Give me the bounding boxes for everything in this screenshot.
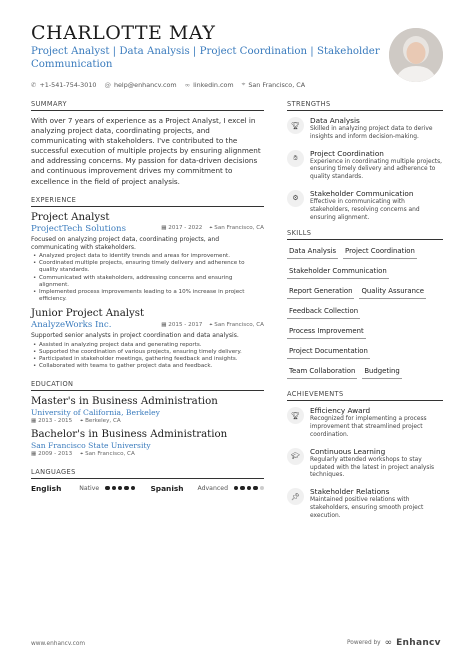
- strengths-heading: STRENGTHS: [287, 100, 443, 111]
- candidate-headline: Project Analyst | Data Analysis | Project Coordination | Stakeholder Communication: [31, 46, 380, 70]
- bullet-item: • Communicated with stakeholders, addressing concerns and ensuring alignment.: [31, 275, 264, 289]
- handshake-icon: ✋︎: [287, 150, 304, 167]
- location-icon: ⌖: [209, 225, 213, 232]
- language-name: English: [31, 483, 62, 493]
- language-level: Native: [79, 484, 100, 492]
- date-range: ▦ 2015 - 2017: [161, 321, 203, 328]
- job-description: Supported senior analysts in project coordination and data analysis.: [31, 332, 239, 340]
- enhancv-logo-icon: ∞: [384, 638, 393, 648]
- proficiency-dot: [234, 486, 238, 490]
- education-entry: [31, 396, 264, 425]
- location-icon: ⌖: [241, 80, 246, 88]
- company-name: AnalyzeWorks Inc.: [31, 320, 112, 331]
- skill-tag: Quality Assurance: [359, 285, 426, 299]
- company-name: ProjectTech Solutions: [31, 223, 126, 234]
- link-icon: ∞: [184, 80, 191, 89]
- location-icon: ⌖: [80, 417, 84, 424]
- experience-entry: [31, 308, 264, 370]
- candidate-name: CHARLOTTE MAY: [31, 22, 216, 44]
- skill-tag: Project Documentation: [287, 345, 370, 359]
- education-entry: [31, 429, 264, 458]
- proficiency-dot: [124, 486, 128, 490]
- school-name: University of California, Berkeley: [31, 407, 160, 417]
- proficiency-dot: [112, 486, 116, 490]
- at-icon: @: [104, 80, 111, 89]
- footer-website[interactable]: www.enhancv.com: [31, 641, 86, 647]
- job-description: Focused on analyzing project data, coordinating projects, and communicating with stakeholders.: [31, 235, 220, 251]
- contact-location: ⌖ San Francisco, CA: [241, 80, 306, 89]
- languages-row: [31, 484, 264, 493]
- bullet-item: • Assisted in analyzing project data and generating reports.: [31, 342, 264, 349]
- powered-by-label: Powered by: [347, 640, 381, 646]
- degree-title: Master's in Business Administration: [31, 395, 218, 407]
- bullet-item: • Supported the coordination of various projects, ensuring timely delivery.: [31, 349, 264, 356]
- contact-email[interactable]: @ help@enhancv.com: [104, 80, 177, 89]
- language-level: Advanced: [197, 484, 229, 492]
- language-proficiency-dots: [234, 486, 264, 490]
- school-location: ⌖ San Francisco, CA: [80, 450, 135, 457]
- contact-phone[interactable]: ✆ +1-541-754-3010: [31, 80, 97, 89]
- skill-tag: Feedback Collection: [287, 305, 360, 319]
- calendar-icon: ▦: [31, 417, 37, 424]
- profile-photo: [389, 28, 443, 82]
- skills-heading: SKILLS: [287, 229, 443, 240]
- date-range: ▦ 2017 - 2022: [161, 225, 203, 232]
- proficiency-dot: [240, 486, 244, 490]
- bullet-item: • Participated in stakeholder meetings, gathering feedback and insights.: [31, 356, 264, 363]
- skill-tag: Project Coordination: [343, 245, 417, 259]
- bullet-item: • Coordinated multiple projects, ensuring timely delivery and adherence to quality standards.: [31, 260, 264, 274]
- right-column: [287, 100, 443, 528]
- skill-tag: Stakeholder Communication: [287, 265, 389, 279]
- achievements-heading: ACHIEVEMENTS: [287, 390, 443, 401]
- strength-item: ✋︎ Project Coordination Experience in coordinating multiple projects, ensuring timely delivery and adherence to quality standards.: [287, 149, 443, 182]
- proficiency-dot: [118, 486, 122, 490]
- proficiency-dot: [253, 486, 257, 490]
- footer-branding[interactable]: [347, 638, 441, 648]
- phone-icon: ✆: [31, 80, 37, 89]
- graduation-icon: 🎓︎: [287, 448, 304, 465]
- skill-tag: Process Improvement: [287, 325, 366, 339]
- location-icon: ⌖: [209, 321, 213, 328]
- gear-icon: ⚙︎: [287, 190, 304, 207]
- languages-heading: LANGUAGES: [31, 468, 264, 479]
- language-name: Spanish: [150, 483, 184, 493]
- contact-row: [31, 80, 305, 89]
- location-icon: ⌖: [80, 450, 84, 457]
- achievement-item: 📌︎ Stakeholder Relations Maintained positive relations with stakeholders, ensuring smooth project execution.: [287, 487, 443, 520]
- skill-tag: Report Generation: [287, 285, 354, 299]
- school-name: San Francisco State University: [31, 440, 151, 450]
- calendar-icon: ▦: [161, 225, 167, 232]
- date-range: ▦ 2013 - 2015: [31, 417, 73, 424]
- brand-name: Enhancv: [396, 638, 441, 648]
- experience-entry: [31, 212, 264, 304]
- achievement-item: 🏆︎ Efficiency Award Recognized for implementing a process improvement that streamlined project coordination.: [287, 406, 443, 439]
- contact-linkedin[interactable]: ∞ linkedin.com: [184, 80, 234, 89]
- pin-icon: 📌︎: [287, 488, 304, 505]
- job-title: Junior Project Analyst: [31, 308, 145, 320]
- job-location: ⌖ San Francisco, CA: [209, 321, 264, 328]
- bullet-item: • Collaborated with teams to gather project data and feedback.: [31, 363, 264, 370]
- calendar-icon: ▦: [161, 321, 167, 328]
- trophy-icon: 🏆︎: [287, 117, 304, 134]
- skills-list: [287, 245, 443, 381]
- proficiency-dot: [131, 486, 135, 490]
- trophy-icon: 🏆︎: [287, 407, 304, 424]
- achievement-item: 🎓︎ Continuous Learning Regularly attended workshops to stay updated with the latest in project analysis techniques.: [287, 447, 443, 480]
- job-title: Project Analyst: [31, 211, 110, 223]
- summary-heading: SUMMARY: [31, 100, 264, 111]
- left-column: [31, 100, 264, 493]
- job-location: ⌖ San Francisco, CA: [209, 225, 264, 232]
- education-heading: EDUCATION: [31, 380, 264, 391]
- proficiency-dot: [247, 486, 251, 490]
- job-bullets: [31, 342, 264, 371]
- degree-title: Bachelor's in Business Administration: [31, 428, 228, 440]
- skill-tag: Data Analysis: [287, 245, 338, 259]
- calendar-icon: ▦: [31, 450, 37, 457]
- proficiency-dot: [105, 486, 109, 490]
- date-range: ▦ 2009 - 2013: [31, 450, 73, 457]
- strength-item: ⚙︎ Stakeholder Communication Effective in communicating with stakeholders, resolving concerns and ensuring alignment.: [287, 189, 443, 222]
- school-location: ⌖ Berkeley, CA: [80, 417, 121, 424]
- proficiency-dot: [260, 486, 264, 490]
- summary-text: With over 7 years of experience as a Project Analyst, I excel in analyzing project data, coordinating projects, and communicating with stakeholders. I've contributed to the successful execution of multiple projects by ensuring alignment and addressing concerns. My passion for data-driven decisions and continuous improvement drives my commitment to excellence in the field of project analysis.: [31, 116, 261, 186]
- experience-heading: EXPERIENCE: [31, 196, 264, 207]
- bullet-item: • Analyzed project data to identify trends and areas for improvement.: [31, 253, 264, 260]
- language-proficiency-dots: [105, 486, 135, 490]
- skill-tag: Budgeting: [362, 365, 401, 379]
- strength-item: 🏆︎ Data Analysis Skilled in analyzing project data to derive insights and inform decision-making.: [287, 116, 443, 142]
- bullet-item: • Implemented process improvements leading to a 10% increase in project efficiency.: [31, 289, 264, 303]
- skill-tag: Team Collaboration: [287, 365, 357, 379]
- job-bullets: [31, 253, 264, 303]
